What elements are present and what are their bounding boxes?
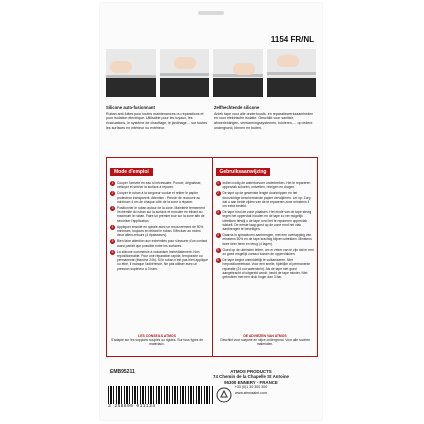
mode-nl-title: Gebruiksaanwijzing [216, 168, 271, 176]
mode-fr-title: Mode d'emploi [110, 168, 153, 176]
advice-nl [214, 334, 316, 346]
step-item [110, 239, 209, 247]
step-number: 6 [111, 249, 114, 254]
intro-fr-body: Ruban anti-fuites pour toutes maintenances ou réparations et pour isolation électrique. Utilisable pour les tuyaux, les évacuations, le système de chauffage, le jardinage… sur toutes les surfaces en intérieur ou extérieur. [106, 111, 208, 130]
photo-3 [213, 49, 263, 97]
step-number: 5 [111, 239, 114, 244]
company-street: 74 Chemin de la Chapelle St Antoine [213, 374, 289, 380]
step-text: La silicone commence à vulcaniser immédiatement. Non repositionnable. Pour une réparation rapide, temporaire ou permanente (étanche 24h). Si le ruban n'est pas bien appliqué ou étiré, il manque l'adhérence. Ne pas utiliser avec un pression supérieur à 3 bars. [117, 249, 208, 271]
advice-fr-title: LES CONSEILS ATMOS [138, 334, 176, 338]
photo-2 [160, 49, 210, 97]
instructions-box [106, 157, 318, 357]
step-text: De tape op de gewenste lengte doorknippen en het doorzichtige beschermende papier verwijderen. Let op: Zorg dat u aan beide zijden van de te repareren zone minstens 4 cm extra bedekt. [222, 191, 311, 209]
advice-row [106, 334, 316, 346]
step-text: Indien nodig de watertoevoer onderbreken. Het te repareren oppervlak schuren, ontvetten, reinigen en drogen. [222, 181, 311, 190]
step-item [216, 258, 315, 279]
intro-nl [214, 106, 316, 131]
advice-nl-body: Geschikt voor soepele en stijve ondergrond. Voor alle soorten materialen. [220, 338, 310, 347]
intro-fr-title: Silicone auto-fusionnant [106, 105, 155, 110]
company-web: www.atmosaint.com [235, 390, 267, 395]
step-text: Daarna in spiraalvorm aanbrengen, met een overlapping van minstens 50% en de tape krachtig blijven uitrekken. Minstens twee keer heen en terug (4 lagen). [222, 233, 312, 246]
step-number: 2 [217, 191, 219, 196]
packaging-card [100, 3, 322, 420]
advice-fr [106, 334, 208, 346]
step-number: 6 [217, 258, 219, 263]
mode-fr-steps [110, 181, 209, 271]
step-text: Couper le ruban à la longueur voulue et retirer le papier protecteur transparent. Attention : Prévoir de recouvrir au minimum 4 cm de chaque côté de la zone à réparer. [117, 191, 201, 204]
step-number: 5 [217, 247, 219, 252]
step-number: 2 [111, 191, 114, 196]
step-item [216, 248, 315, 256]
product-intro [106, 106, 316, 131]
step-item [110, 250, 209, 271]
company-city: 95300 ENNERY - FRANCE [224, 379, 278, 385]
step-text: Positionner le ruban autour de la zone. Maintenir fermement l'extrémité du ruban sur la surface et enrouler en étirant au maximum le ruban. Faire un premier tour sur la zone afin de sécuriser l'application. [117, 206, 205, 223]
company-phone: +33 (0)1 30 300 300 [234, 385, 268, 390]
advice-nl-title: DE ADVIEZEN VAN ATMOS [243, 334, 287, 338]
step-item [216, 191, 315, 208]
mode-fr [107, 158, 212, 356]
intro-fr [106, 106, 208, 131]
instruction-photos [106, 49, 316, 97]
mode-nl-steps [216, 181, 315, 279]
hang-hole [198, 11, 224, 15]
photo-4 [267, 49, 317, 97]
step-number: 1 [217, 181, 219, 185]
advice-fr-body: S'adapte sur les supports souples ou rigides. Sur tous types de matériaux. [110, 338, 204, 347]
step-number: 3 [111, 206, 114, 211]
step-number: 1 [111, 181, 114, 185]
step-text: Bien faire attention aux extrémités pour s'assurer d'un contact aussi parfait que possible entre les surfaces. [117, 239, 208, 248]
step-item [110, 181, 209, 189]
barcode-bars [108, 386, 214, 404]
barcode [108, 386, 214, 411]
step-item [216, 181, 315, 189]
step-number: 3 [217, 210, 219, 215]
step-item [110, 206, 209, 223]
step-text: De tape rond de zone plaatsen. Het einde van de tape stevig tegen het oppervlak houden en de tape zo ver mogelijk uitrekken terwijl u de tape rond het te repareren oppervlak wikkelt. De eerste laag goed op de zone rond het vlak aanbrengen te beveiligen. [222, 210, 312, 232]
mode-nl [212, 158, 318, 356]
photo-1 [106, 49, 156, 97]
intro-nl-body: Anlek tape voor alle onderhouds- en reparatiewerkzaamheden en voor elektrische isolatie. Geschikt voor sanitair, afvoerleidingen, verwarmingssystemen, tuinieren,… op iedere ondergrond, binnen en buiten. [214, 111, 314, 130]
step-item [216, 210, 315, 231]
intro-nl-title: Zelfhechtende silicone [214, 105, 260, 110]
barcode-digits: 3 258800 011134 [108, 404, 156, 409]
step-text: Couper l'arrivée en eau si nécessaire. Poncer, dégraisser, nettoyer et sécher la surface à réparer. [117, 181, 202, 190]
step-text: De tape begint onmiddellijk te vulkaniseren. Niet herpositioneerbaar. Voor een snelle, tijdelijke of permanente reparatie (24 uur waterdicht). Als de tape niet goed aangebracht of uitgerekt wordt, hecht de tape minder. Niet gebruiken met een druk hoger dan 3 bar. [222, 258, 311, 280]
step-item [110, 225, 209, 238]
step-number: 4 [111, 224, 114, 229]
step-item [110, 191, 209, 204]
company-name: ATMOS PRODUCTS [230, 369, 272, 374]
recycle-icon [216, 387, 232, 403]
step-item [216, 233, 315, 246]
step-number: 4 [217, 233, 219, 238]
packaging-code: EMB95211 [110, 369, 135, 375]
product-code: 1154 FR/NL [270, 35, 314, 44]
step-text: Goed op de uiteinden letten, om er zeker van te zijn dat er een zo goed mogelijk contact tussen de oppervlakken. [222, 247, 314, 257]
step-text: Appliquer ensuite en spirale avec un recouvrement de 50% minimum, toujours en étirant le ruban. Effectuer au moins deux allers-retours (4 épaisseurs). [117, 224, 204, 238]
